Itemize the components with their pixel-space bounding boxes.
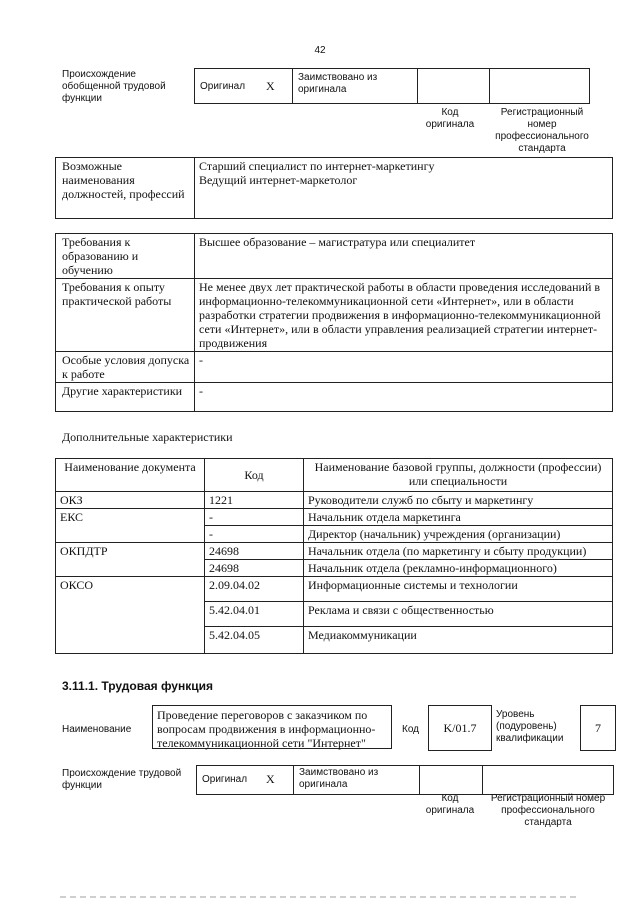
- original-mark: X: [266, 79, 275, 93]
- cell-name: Реклама и связи с общественностью: [304, 602, 613, 627]
- code-original-caption: Код оригинала: [425, 793, 475, 816]
- header-code: Код: [205, 459, 304, 492]
- level-value: 7: [580, 705, 616, 751]
- cell-code: -: [205, 509, 304, 526]
- requirement-label: Требования к опыту практической работы: [56, 279, 195, 352]
- original-label: Оригинал: [202, 774, 248, 785]
- borrowed-label: Заимствовано из оригинала: [299, 767, 379, 790]
- original-mark: X: [266, 772, 275, 786]
- requirement-value: Высшее образование – магистратура или специалитет: [195, 234, 613, 279]
- positions-label: Возможные наименования должностей, профессий: [56, 158, 195, 219]
- code-label: Код: [402, 724, 420, 735]
- original-label: Оригинал: [200, 81, 246, 92]
- requirement-label: Другие характеристики: [56, 383, 195, 412]
- cell-doc: ОКСО: [56, 577, 205, 654]
- reg-number-caption: Регистрационный номер профессионального стандарта: [495, 107, 589, 154]
- origin-label: Происхождение обобщенной трудовой функции: [62, 69, 166, 104]
- code-original-caption: Код оригинала: [425, 107, 475, 130]
- table-row: [56, 577, 613, 602]
- header-document: Наименование документа: [56, 459, 205, 492]
- cell-name: Начальник отдела (рекламно-информационного): [304, 560, 613, 577]
- requirement-label: Особые условия допуска к работе: [56, 352, 195, 383]
- positions-table: [55, 157, 613, 219]
- cell-doc: ОКЗ: [56, 492, 205, 509]
- requirement-value: -: [195, 352, 613, 383]
- cell-code: 2.09.04.02: [205, 577, 304, 602]
- cell-code: 5.42.04.01: [205, 602, 304, 627]
- cell-code: 24698: [205, 560, 304, 577]
- cell-name: Информационные системы и технологии: [304, 577, 613, 602]
- section-title: 3.11.1. Трудовая функция: [62, 679, 213, 693]
- borrowed-label: Заимствовано из оригинала: [298, 72, 378, 95]
- header-name: Наименование базовой группы, должности (профессии) или специальности: [304, 459, 613, 492]
- position-item: Ведущий интернет-маркетолог: [199, 173, 358, 187]
- cell-doc: ОКПДТР: [56, 543, 205, 577]
- requirement-value: -: [195, 383, 613, 412]
- name-label: Наименование: [62, 724, 132, 735]
- additional-table: [55, 458, 613, 654]
- table-row: [56, 492, 613, 509]
- scan-artifact: [60, 896, 580, 898]
- origin-table-1: [194, 68, 589, 104]
- requirement-value: Не менее двух лет практической работы в области проведения исследований в информационно-телекоммуникационной сети «Интернет», или в области разработки стратегии продвижения в информационно-телекоммуникационной сети «Интернет», или в области управления реализацией стратегии интернет-продвижения: [195, 279, 613, 352]
- reg-number-caption: Регистрационный номер профессионального стандарта: [490, 793, 606, 828]
- cell-code: -: [205, 526, 304, 543]
- cell-name: Директор (начальник) учреждения (организации): [304, 526, 613, 543]
- function-code: K/01.7: [428, 705, 492, 751]
- level-label: Уровень (подуровень) квалификации: [496, 709, 564, 744]
- cell-name: Руководители служб по сбыту и маркетингу: [304, 492, 613, 509]
- cell-doc: ЕКС: [56, 509, 205, 543]
- origin-label: Происхождение трудовой функции: [62, 768, 182, 791]
- cell-code: 1221: [205, 492, 304, 509]
- cell-code: 24698: [205, 543, 304, 560]
- cell-name: Начальник отдела маркетинга: [304, 509, 613, 526]
- cell-name: Медиакоммуникации: [304, 627, 613, 654]
- additional-title: Дополнительные характеристики: [62, 430, 233, 444]
- origin-table-2: [196, 765, 614, 795]
- requirement-label: Требования к образованию и обучению: [56, 234, 195, 279]
- position-item: Старший специалист по интернет-маркетингу: [199, 159, 435, 173]
- table-row: [56, 509, 613, 526]
- function-name: Проведение переговоров с заказчиком по вопросам продвижения в информационно-телекоммуникационной сети "Интернет": [152, 705, 392, 749]
- table-row: [56, 543, 613, 560]
- page-number: 42: [314, 45, 326, 56]
- requirements-table: [55, 233, 613, 412]
- cell-code: 5.42.04.05: [205, 627, 304, 654]
- cell-name: Начальник отдела (по маркетингу и сбыту продукции): [304, 543, 613, 560]
